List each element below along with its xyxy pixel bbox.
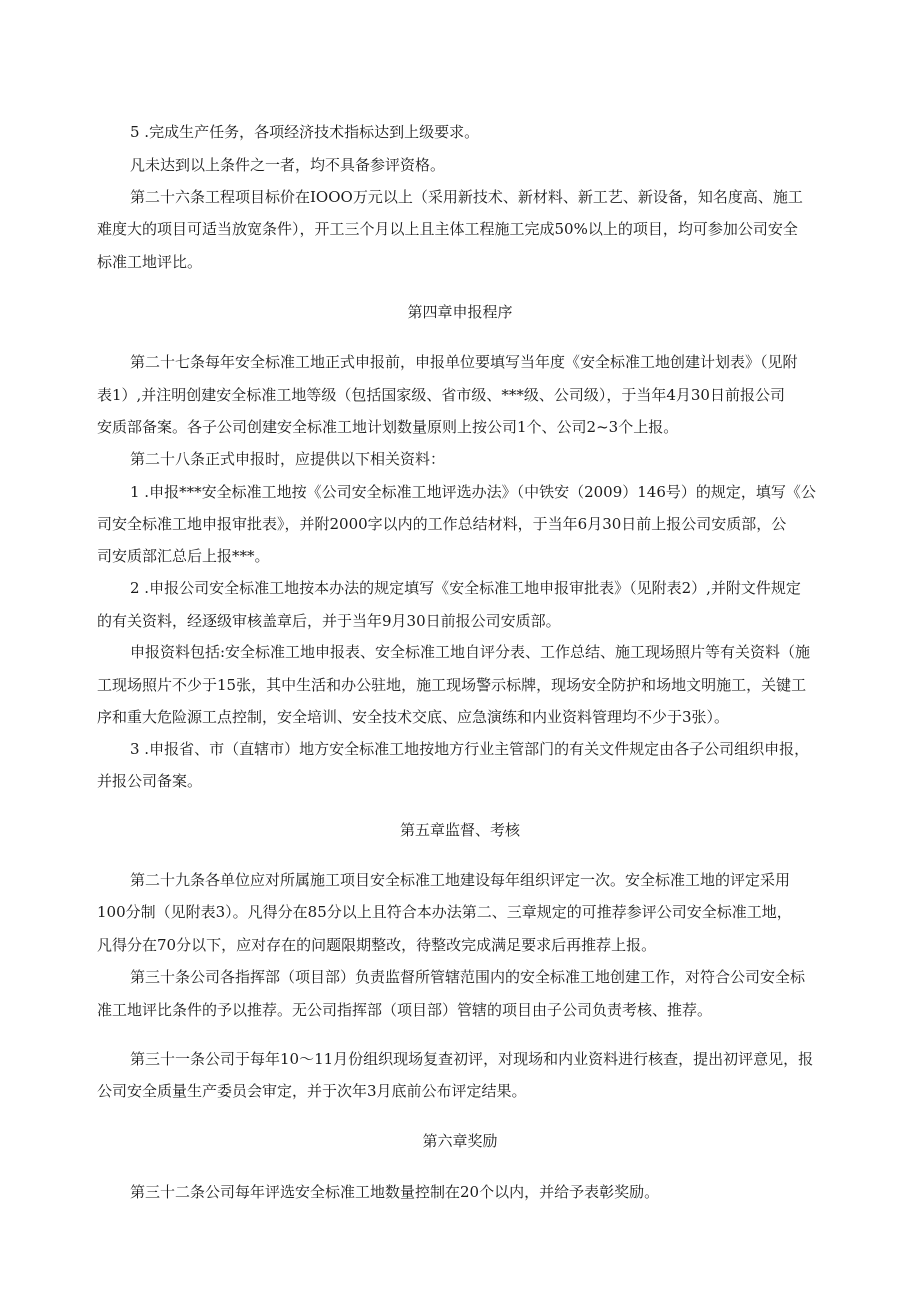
article-28: 第二十八条正式申报时，应提供以下相关资料： — [130, 450, 446, 468]
article-32: 第三十二条公司每年评选安全标准工地数量控制在20个以内，并给予表彰奖励。 — [130, 1183, 660, 1201]
item-1-line-3: 司安质部汇总后上报***。 — [97, 547, 270, 565]
article-29-line-2: 100分制（见附表3）。凡得分在85分以上且符合本办法第二、三章规定的可推荐参评公司安全标准工地， — [97, 903, 792, 921]
article-31-line-1: 第三十一条公司于每年10～11月份组织现场复查初评，对现场和内业资料进行核查，提出初评意见，报 — [130, 1050, 814, 1068]
article-26-line-3: 标准工地评比。 — [97, 253, 203, 271]
article-29-line-3: 凡得分在70分以下，应对存在的问题限期整改，待整改完成满足要求后再推荐上报。 — [97, 936, 657, 954]
item-1-line-2: 司安全标准工地申报审批表》，并附2000字以内的工作总结材料，于当年6月30日前上报公司安质部，公 — [97, 515, 787, 533]
article-30-line-2: 准工地评比条件的予以推荐。无公司指挥部（项目部）管辖的项目由子公司负责考核、推荐。 — [97, 1001, 713, 1019]
article-26-line-1: 第二十六条工程项目标价在IOOO万元以上（采用新技术、新材料、新工艺、新设备，知名度高、施工 — [130, 188, 803, 206]
item-2-line-2: 的有关资料，经逐级审核盖章后，并于当年9月30日前报公司安质部。 — [97, 612, 561, 630]
materials-line-3: 序和重大危险源工点控制，安全培训、安全技术交底、应急演练和内业资料管理均不少于3张）。 — [97, 708, 730, 726]
article-27-line-2: 表1）,并注明创建安全标准工地等级（包括国家级、省市级、***级、公司级），于当年4月30日前报公司 — [97, 386, 785, 404]
chapter-5-title: 第五章监督、考核 — [399, 821, 520, 839]
materials-line-2: 工现场照片不少于15张，其中生活和办公驻地，施工现场警示标牌，现场安全防护和场地文明施工，关键工 — [97, 676, 807, 694]
article-26-line-2: 难度大的项目可适当放宽条件），开工三个月以上且主体工程施工完成50%以上的项目，均可参加公司安全 — [97, 220, 798, 238]
item-5: 5 .完成生产任务，各项经济技术指标达到上级要求。 — [130, 123, 480, 141]
article-30-line-1: 第三十条公司各指挥部（项目部）负责监督所管辖范围内的安全标准工地创建工作，对符合公司安全标 — [130, 968, 806, 986]
item-3-line-1: 3 .申报省、市（直辖市）地方安全标准工地按地方行业主管部门的有关文件规定由各子公司组织申报， — [130, 740, 810, 758]
chapter-4-title: 第四章申报程序 — [407, 303, 513, 321]
article-27-line-3: 安质部备案。各子公司创建安全标准工地计划数量原则上按公司1个、公司2~3个上报。 — [97, 418, 679, 436]
not-qualified-note: 凡未达到以上条件之一者，均不具备参评资格。 — [130, 156, 446, 174]
chapter-6-title: 第六章奖励 — [422, 1132, 498, 1150]
article-31-line-2: 公司安全质量生产委员会审定，并于次年3月底前公布评定结果。 — [97, 1082, 527, 1100]
article-27-line-1: 第二十七条每年安全标准工地正式申报前，申报单位要填写当年度《安全标准工地创建计划表》（见附 — [130, 353, 798, 371]
item-3-line-2: 并报公司备案。 — [97, 772, 203, 790]
article-29-line-1: 第二十九条各单位应对所属施工项目安全标准工地建设每年组织评定一次。安全标准工地的评定采用 — [130, 871, 791, 889]
item-1-line-1: 1 .申报***安全标准工地按《公司安全标准工地评选办法》（中铁安（2009）146号）的规定，填写《公 — [130, 483, 816, 501]
materials-line-1: 申报资料包括:安全标准工地申报表、安全标准工地自评分表、工作总结、施工现场照片等有关资料（施 — [130, 643, 811, 661]
item-2-line-1: 2 .申报公司安全标准工地按本办法的规定填写《安全标准工地申报审批表》（见附表2）,并附文件规定 — [130, 579, 801, 597]
